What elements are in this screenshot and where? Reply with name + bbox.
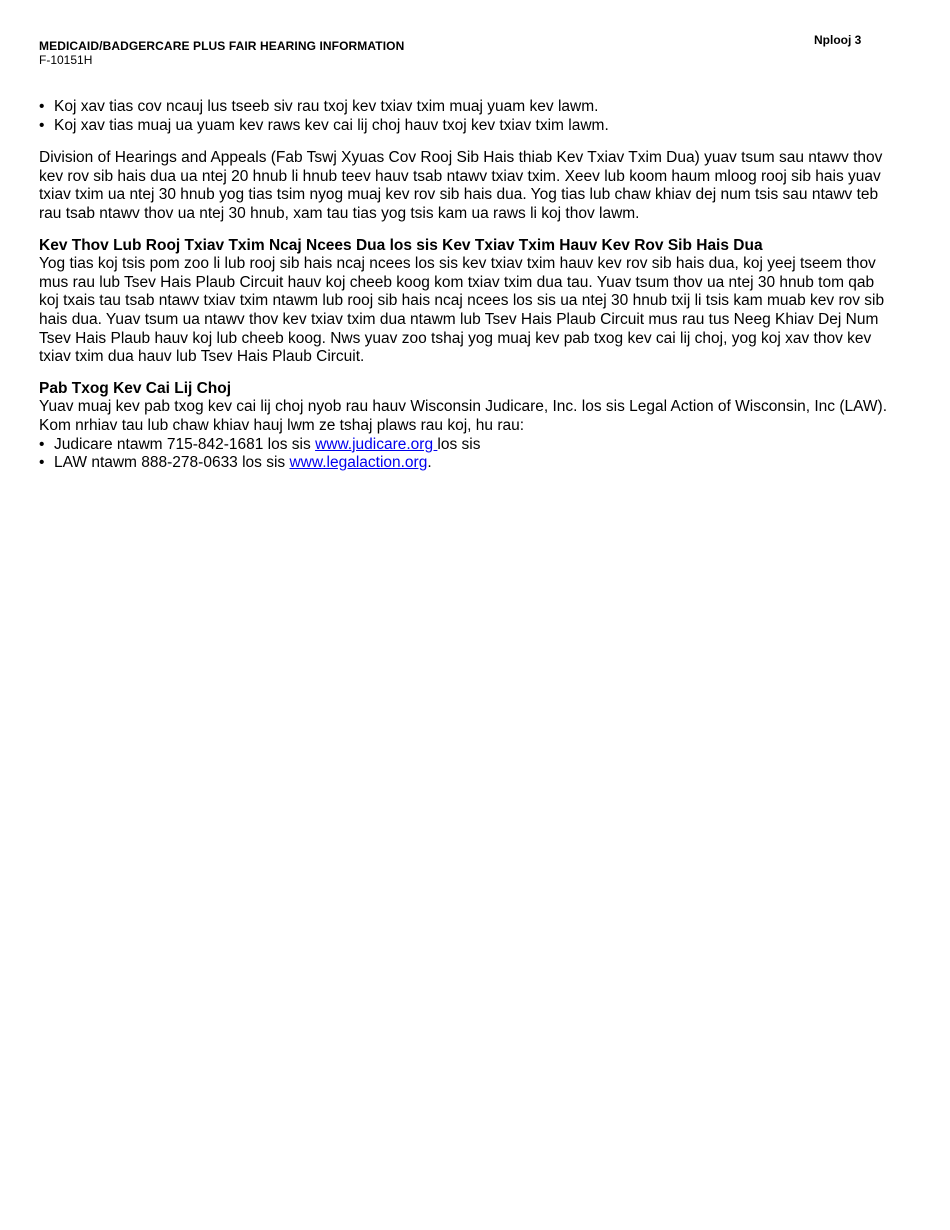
legal-help-heading: Pab Txog Kev Cai Lij Choj [39,379,232,397]
bullet-icon: • [39,454,45,472]
legal-help-paragraph: Yuav muaj kev pab txog kev cai lij choj nyob rau hauv Wisconsin Judicare, Inc. los sis Legal Action of Wisconsin, Inc (LAW). Kom nrhiav tau lub chaw khiav hauj lwm ze tshaj plaws rau koj, hu rau: [39,398,888,434]
contact-judicare-text: Judicare ntawm 715-842-1681 los sis [54,435,316,453]
bullet-icon: • [39,435,45,453]
intro-bullet-list [39,98,897,135]
legal-contacts-list [39,436,897,473]
contact-law [39,454,897,473]
contact-judicare-suffix: los sis [437,435,481,453]
list-item-text: Koj xav tias cov ncauj lus tseeb siv rau txoj kev txiav txim muaj yuam kev lawm. [54,98,599,115]
document-body [39,98,897,473]
judicare-link[interactable]: www.judicare.org [315,435,438,453]
contact-judicare [39,436,897,455]
contact-law-suffix: . [427,454,432,472]
list-item [39,98,897,117]
form-title: MEDICAID/BADGERCARE PLUS FAIR HEARING INFORMATION [39,39,405,53]
list-item [39,117,897,136]
judicial-review-heading: Kev Thov Lub Rooj Txiav Txim Ncaj Ncees Dua los sis Kev Txiav Txim Hauv Kev Rov Sib Hais Dua [39,236,763,254]
legalaction-link[interactable]: www.legalaction.org [289,454,428,472]
dha-paragraph: Division of Hearings and Appeals (Fab Tswj Xyuas Cov Rooj Sib Hais thiab Kev Txiav Txim Dua) yuav tsum sau ntawv thov kev rov sib hais dua ua ntej 20 hnub li hnub teev hauv tsab ntawv txiav txim. Xeev lub koom haum mloog rooj sib hais yuav txiav txim ua ntej 30 hnub yog tias tsim nyog muaj kev rov sib hais dua. Yog tias lub chaw khiav dej num tsis sau ntawv teb rau tsab ntawv thov ua ntej 30 hnub, xam tau tias yog tsis kam ua raws li koj thov lawm. [39,149,883,222]
contact-law-text: LAW ntawm 888-278-0633 los sis [54,454,290,472]
bullet-icon: • [39,98,45,115]
page-number: Nplooj 3 [814,33,862,47]
judicial-review-paragraph: Yog tias koj tsis pom zoo li lub rooj sib hais ncaj ncees los sis kev txiav txim hauv kev rov sib hais dua, koj yeej tseem thov mus rau lub Tsev Hais Plaub Circuit hauv koj cheeb koog kom txiav txim dua tau. Yuav tsum thov ua ntej 30 hnub tom qab koj txais tau tsab ntawv txiav txim ntawm lub rooj sib hais ncaj ncees los sis ua ntej 30 hnub txij li tsis kam muab kev rov sib hais dua. Yuav tsum ua ntawv thov kev txiav txim dua ntawm lub Tsev Hais Plaub Circuit mus rau tus Neeg Khiav Dej Num Tsev Hais Plaub hauv koj lub cheeb koog. Nws yuav zoo tshaj yog muaj kev pab txog kev cai lij choj, yog koj xav thov kev txiav txim dua hauv lub Tsev Hais Plaub Circuit. [39,255,885,366]
list-item-text: Koj xav tias muaj ua yuam kev raws kev cai lij choj hauv txoj kev txiav txim lawm. [54,116,609,134]
bullet-icon: • [39,116,45,134]
form-number: F-10151H [39,53,93,67]
